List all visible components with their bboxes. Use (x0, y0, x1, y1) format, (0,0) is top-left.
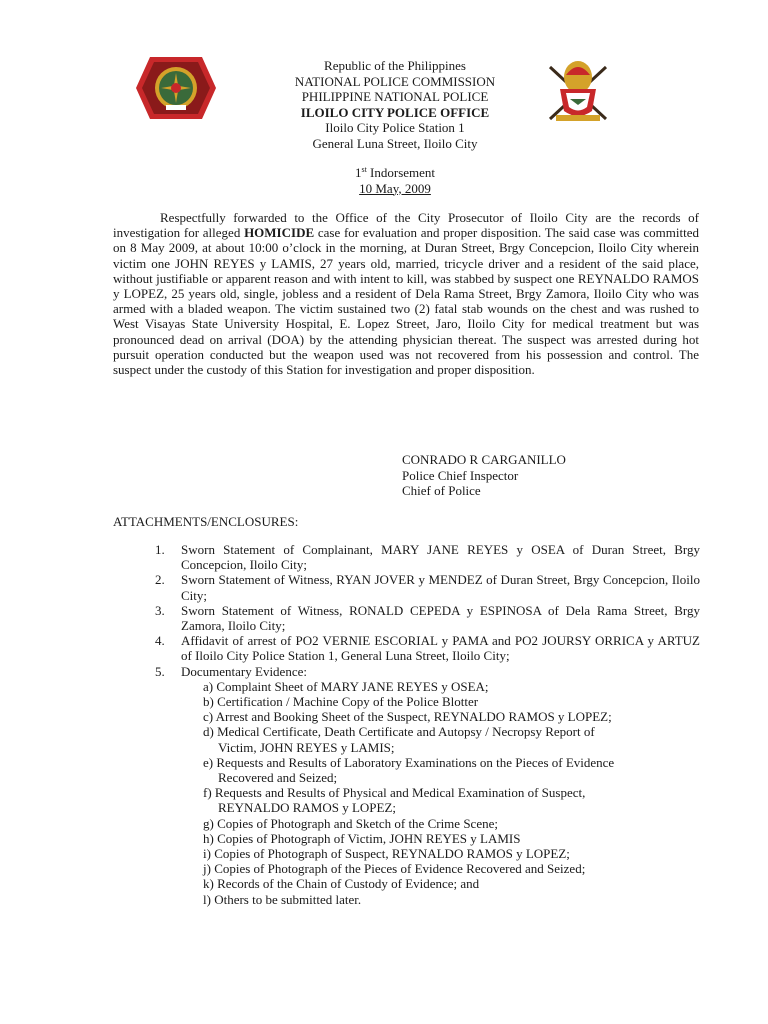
pnp-iloilo-seal-icon (546, 55, 610, 125)
case-name: HOMICIDE (244, 225, 315, 241)
sub-item-text: j) Copies of Photograph of the Pieces of Evidence Recovered and Seized; (203, 861, 586, 877)
list-number: 3. (155, 602, 165, 618)
sub-item-text: e) Requests and Results of Laboratory Examinations on the Pieces of Evidence (203, 754, 615, 770)
sub-list-item (203, 755, 700, 785)
indorsement-number: 1 (354, 165, 362, 180)
list-item (155, 572, 700, 602)
indorsement-date: 10 May, 2009 (359, 180, 431, 196)
list-item (155, 542, 700, 572)
signature-block (402, 452, 566, 499)
list-item (155, 633, 700, 663)
letterhead-pnp: PHILIPPINE NATIONAL POLICE (301, 89, 489, 104)
sub-item-text: i) Copies of Photograph of Suspect, REYNALDO RAMOS y LOPEZ; (203, 846, 570, 862)
sub-list-item (203, 876, 700, 891)
body-paragraph (113, 210, 699, 377)
sub-list-item (203, 724, 700, 754)
sub-item-text: d) Medical Certificate, Death Certificate and Autopsy / Necropsy Report of (203, 724, 595, 740)
list-text: Documentary Evidence: (181, 663, 307, 679)
sub-item-text: g) Copies of Photograph and Sketch of the Crime Scene; (203, 815, 498, 831)
sub-list-item (203, 816, 700, 831)
list-item (155, 603, 700, 633)
attachments-list (155, 542, 700, 907)
signatory-rank: Police Chief Inspector (402, 467, 519, 483)
sub-item-text: a) Complaint Sheet of MARY JANE REYES y OSEA; (203, 678, 489, 694)
sub-list-item (203, 861, 700, 876)
sub-item-text: h) Copies of Photograph of Victim, JOHN REYES y LAMIS (203, 830, 521, 846)
sub-item-text: b) Certification / Machine Copy of the Police Blotter (203, 694, 479, 710)
sub-list-item (203, 831, 700, 846)
list-number: 5. (155, 663, 165, 679)
sub-item-text: l) Others to be submitted later. (203, 891, 362, 907)
sub-list-item (203, 892, 700, 907)
sub-item-continuation: REYNALDO RAMOS y LOPEZ; (218, 800, 397, 816)
attachments-title: ATTACHMENTS/ENCLOSURES: (113, 514, 299, 529)
sub-item-text: k) Records of the Chain of Custody of Evidence; and (203, 876, 480, 892)
sub-list-item (203, 846, 700, 861)
indorsement-suffix: st (361, 165, 367, 174)
napolcom-seal-icon (136, 57, 216, 119)
indorsement-line (250, 165, 540, 181)
indorsement-block (250, 165, 540, 196)
sub-list-item (203, 694, 700, 709)
documentary-evidence-list (181, 679, 700, 907)
list-number: 4. (155, 633, 165, 649)
signatory-name: CONRADO R CARGANILLO (402, 452, 566, 467)
sub-item-continuation: Victim, JOHN REYES y LAMIS; (218, 739, 395, 755)
list-text: Sworn Statement of Witness, RONALD CEPEDA y ESPINOSA of Dela Rama Street, Brgy Zamora, Iloilo City; (181, 602, 700, 634)
letterhead-office: ILOILO CITY POLICE OFFICE (300, 104, 490, 120)
letterhead-republic: Republic of the Philippines (324, 58, 466, 73)
body-text-part2: case for evaluation and proper disposition. The said case was committed on 8 May 2009, at about 10:00 o’clock in the morning, at Duran Street, Brgy Concepcion, Iloilo City wherein victim one JOHN REYES y LAMIS, 27 years old, married, tricycle driver and a resident of the said place, without justifiable or apparent reason and with intent to kill, was stabbed by suspect one REYNALDO RAMOS y LOPEZ, 25 years old, single, jobless and a resident of Dela Rama Street, Brgy Zamora, Iloilo City who was armed with a bladed weapon. The victim sustained two (2) fatal stab wounds on the chest and was rushed to West Visayas State University Hospital, E. Lopez Street, Jaro, Iloilo City for medical treatment but was pronounced dead on arrival (DOA) by the attending physician thereat. The suspect was arrested during hot pursuit operation conducted but the weapon used was not recovered from his possession and control. The suspect under the custody of this Station for investigation and proper disposition. (113, 225, 699, 378)
list-text: Sworn Statement of Complainant, MARY JANE REYES y OSEA of Duran Street, Brgy Concepcion, Iloilo City; (181, 542, 700, 573)
list-number: 1. (155, 542, 165, 557)
sub-item-continuation: Recovered and Seized; (218, 770, 338, 786)
letterhead (250, 58, 540, 151)
sub-item-text: c) Arrest and Booking Sheet of the Suspect, REYNALDO RAMOS y LOPEZ; (203, 709, 612, 725)
list-text: Affidavit of arrest of PO2 VERNIE ESCORIAL y PAMA and PO2 JOURSY ORRICA y ARTUZ of Iloilo City Police Station 1, General Luna Street, Iloilo City; (181, 633, 700, 664)
sub-list-item (203, 709, 700, 724)
signatory-position: Chief of Police (402, 483, 481, 498)
body-text-part1: Respectfully forwarded to the Office of the City Prosecutor of Iloilo City are the records of investigation for alleged (113, 210, 699, 241)
letterhead-station: Iloilo City Police Station 1 (325, 120, 465, 135)
sub-item-text: f) Requests and Results of Physical and Medical Examination of Suspect, (203, 785, 586, 801)
sub-list-item (203, 785, 700, 815)
letterhead-address: General Luna Street, Iloilo City (312, 135, 478, 151)
list-number: 2. (155, 572, 165, 588)
sub-list-item (203, 679, 700, 694)
list-text: Sworn Statement of Witness, RYAN JOVER y MENDEZ of Duran Street, Brgy Concepcion, Iloilo City; (181, 572, 700, 603)
letterhead-napolcom: NATIONAL POLICE COMMISSION (294, 73, 496, 89)
list-item (155, 664, 700, 907)
indorsement-label: Indorsement (370, 165, 436, 180)
